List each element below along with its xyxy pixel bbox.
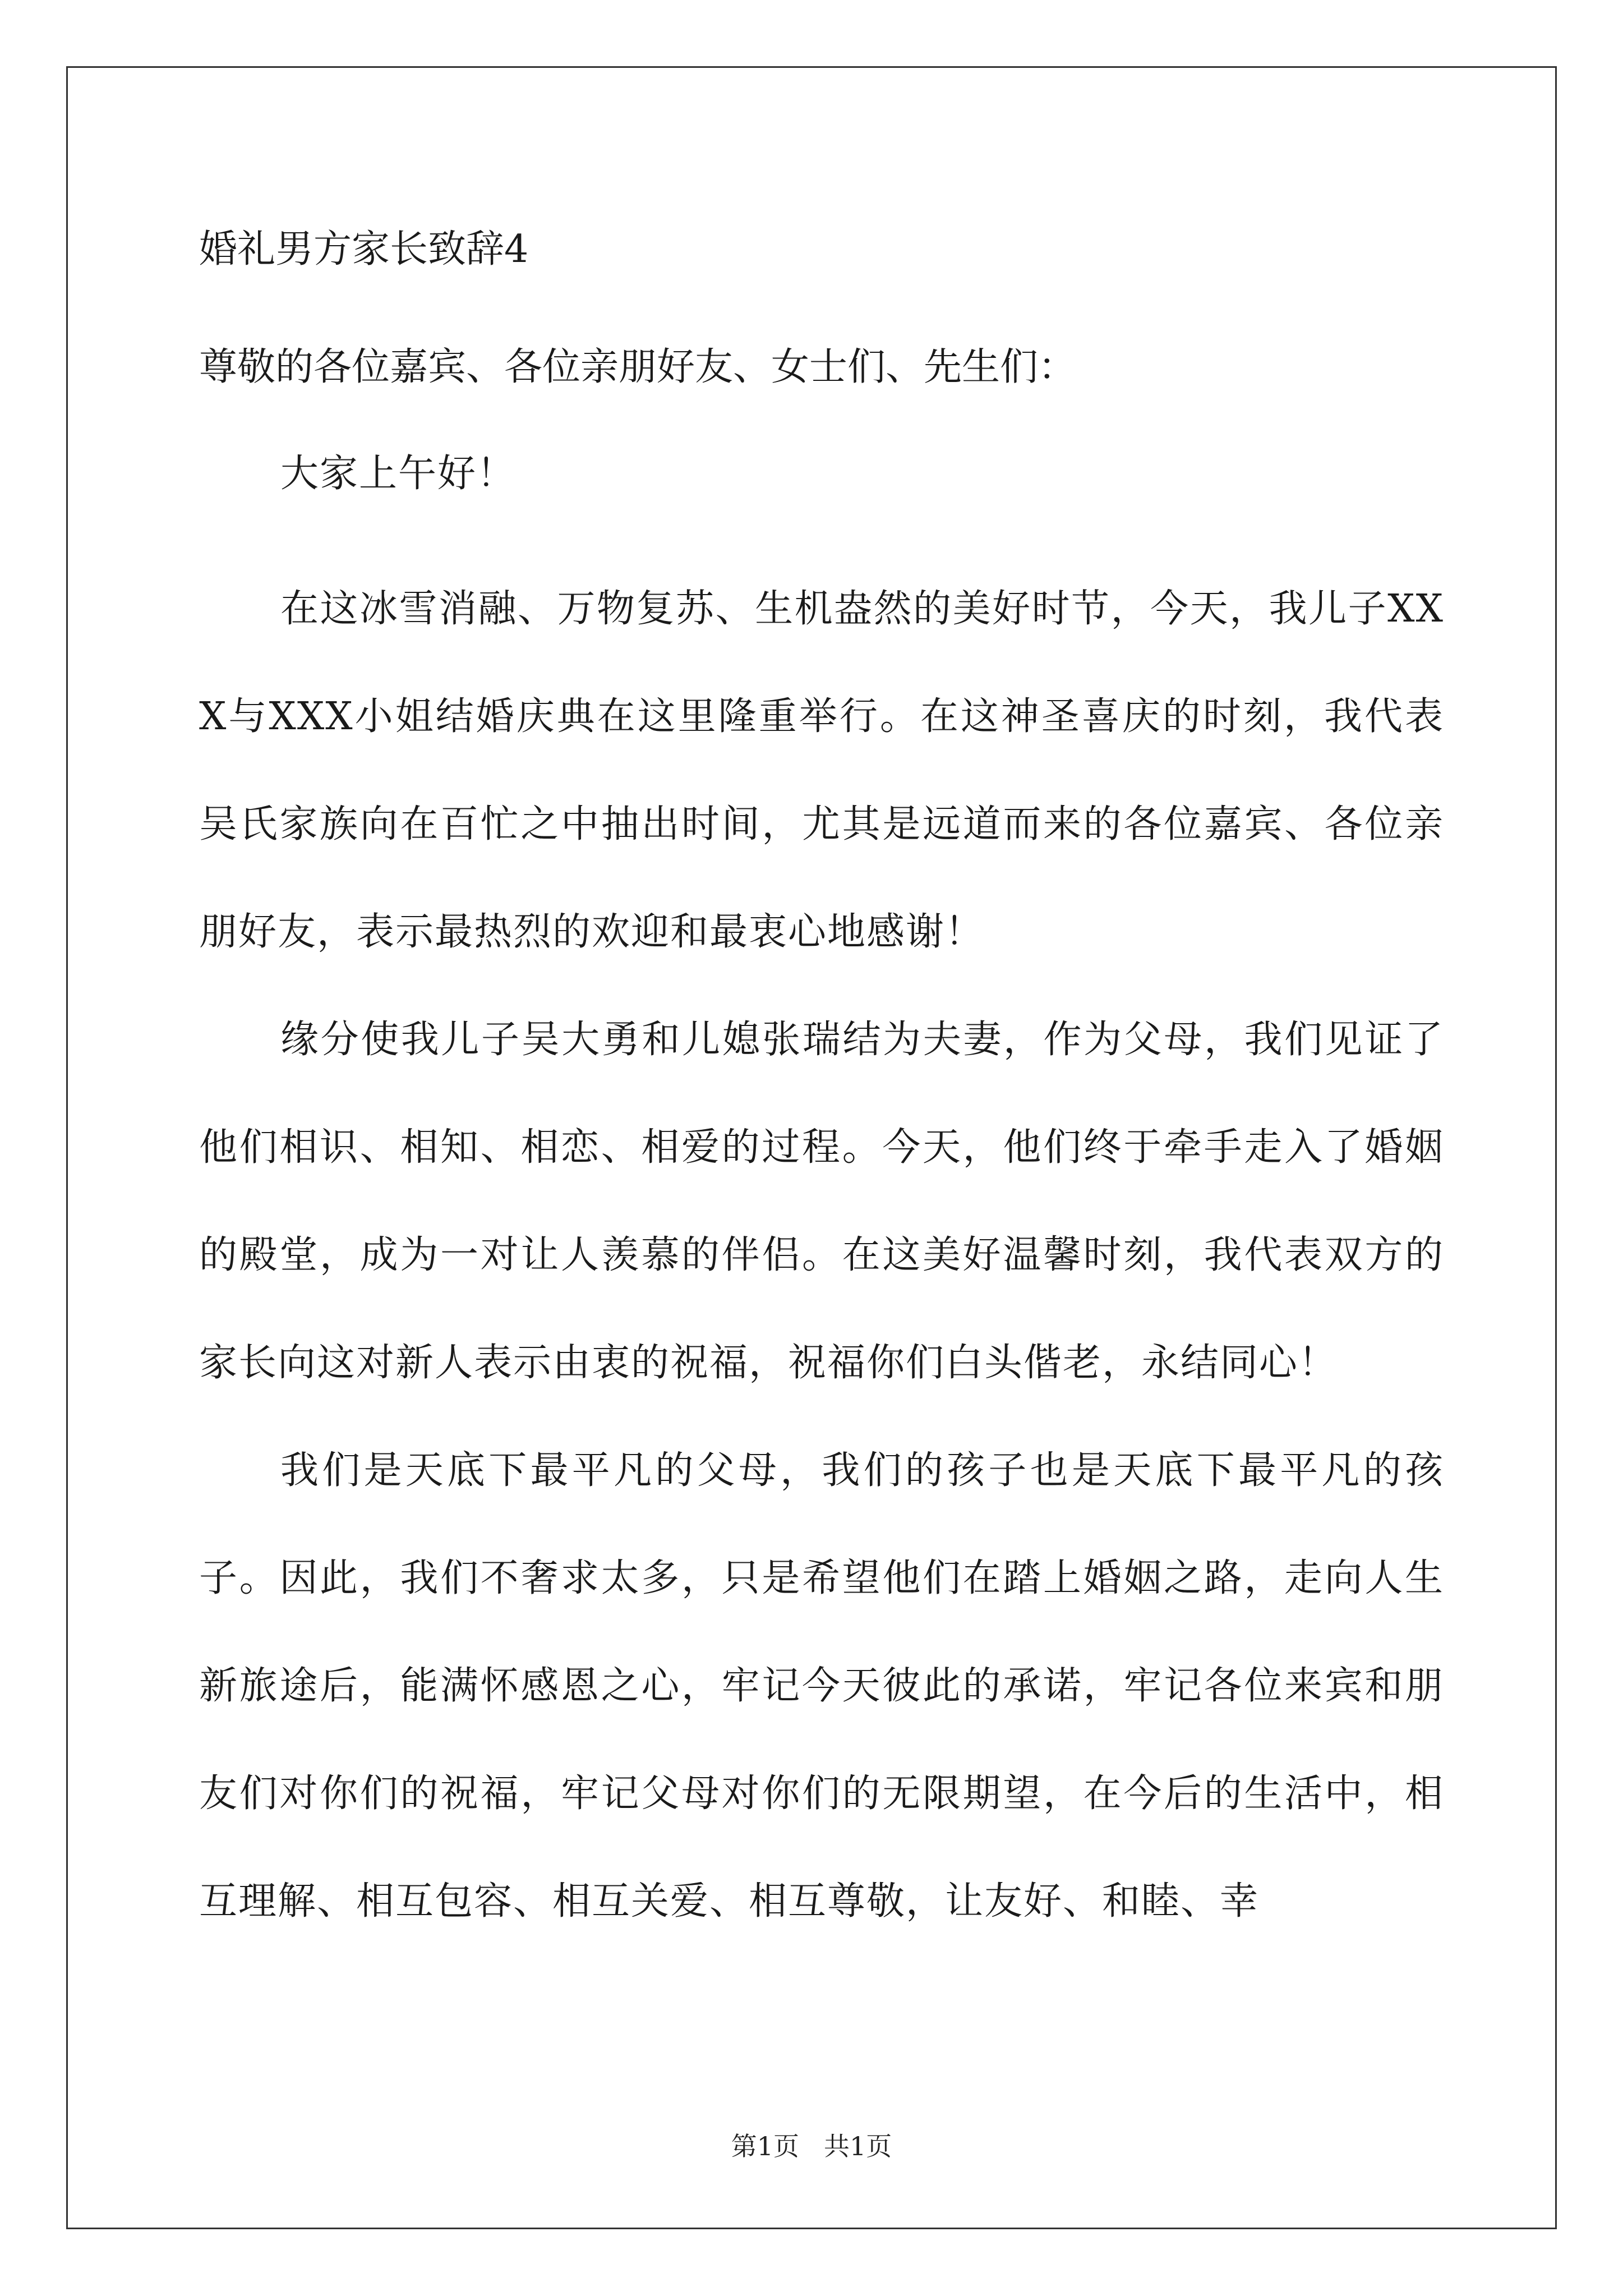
document-body [199,224,1444,1955]
paragraph-hopes: 我们是天底下最平凡的父母，我们的孩子也是天底下最平凡的孩子。因此，我们不奢求太多，只是希望他们在踏上婚姻之路，走向人生新旅途后，能满怀感恩之心，牢记今天彼此的承诺，牢记各位来宾和朋友们对你们的祝福，牢记父母对你们的无限期望，在今后的生活中，相互理解、相互包容、相互关爱、相互尊敬，让友好、和睦、幸 [199,1448,1444,1924]
paragraph-welcome: 在这冰雪消融、万物复苏、生机盎然的美好时节，今天，我儿子XXX与XXX小姐结婚庆典在这里隆重举行。在这神圣喜庆的时刻，我代表吴氏家族向在百忙之中抽出时间，尤其是远道而来的各位嘉宾、各位亲朋好友，表示最热烈的欢迎和最衷心地感谢！ [199,587,1444,954]
page-total: 共1页 [824,2131,892,2161]
page-number: 第1页 [731,2131,799,2161]
greeting-paragraph: 大家上午好！ [280,452,517,496]
salutation: 尊敬的各位嘉宾、各位亲朋好友、女士们、先生们： [199,345,1077,389]
paragraph-blessing: 缘分使我儿子吴大勇和儿媳张瑞结为夫妻，作为父母，我们见证了他们相识、相知、相恋、相爱的过程。今天，他们终于牵手走入了婚姻的殿堂，成为一对让人羡慕的伴侣。在这美好温馨时刻，我代表双方的家长向这对新人表示由衷的祝福，祝福你们白头偕老，永结同心！ [199,1018,1444,1385]
document-title: 婚礼男方家长致辞4 [199,227,529,272]
page-footer [0,2129,1623,2163]
